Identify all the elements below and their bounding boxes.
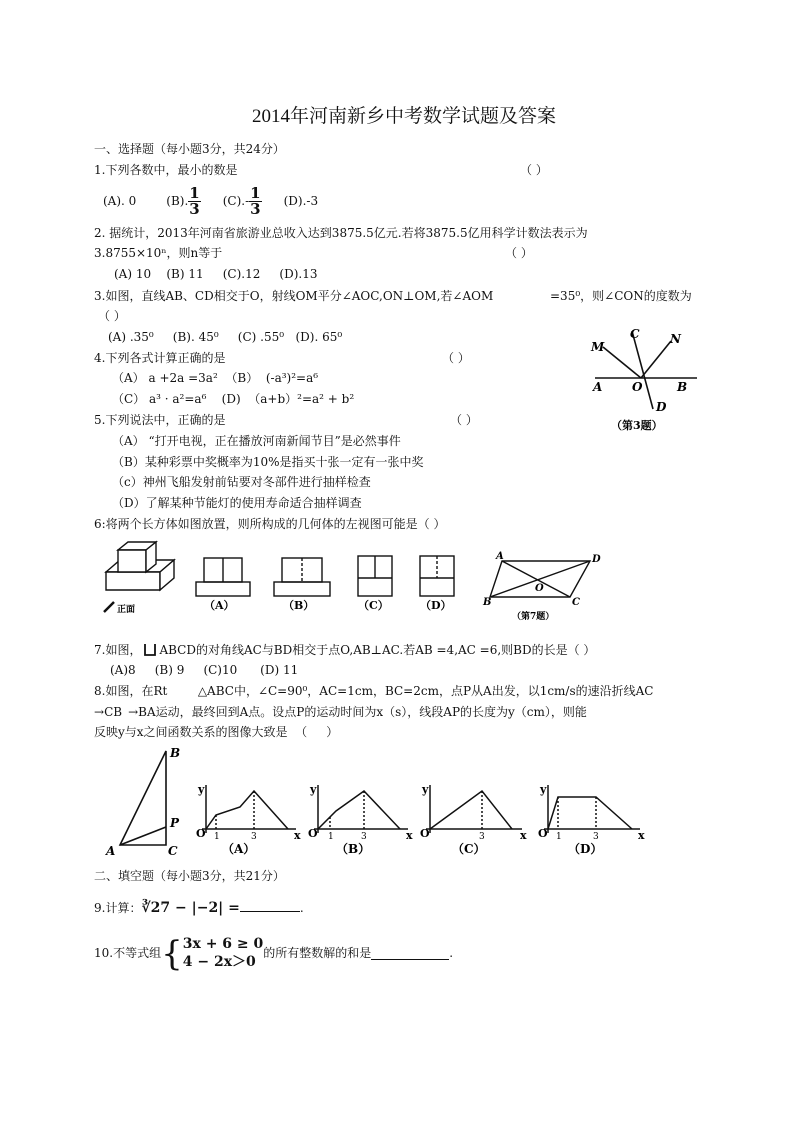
q1-answer-paren: （ ） xyxy=(520,163,548,177)
q9-prefix: 9.计算： xyxy=(94,901,142,915)
gd-axis-y: y xyxy=(540,783,547,796)
gc-label: （C） xyxy=(452,842,486,856)
gb-axis-x: x xyxy=(406,829,413,842)
q8-point-b: B xyxy=(170,746,181,760)
q3-line1-b: =35⁰，则∠CON的度数为 xyxy=(550,289,692,303)
ga-origin: O xyxy=(196,827,206,840)
gd-origin: O xyxy=(538,827,548,840)
q7-options: (A)8 (B) 9 (C)10 (D) 11 xyxy=(110,663,299,677)
gb-tick-1: 1 xyxy=(328,832,334,842)
section-choice-heading: 一、选择题（每小题3分，共24分） xyxy=(94,142,285,156)
q6-view-d xyxy=(420,556,454,596)
q10-inequality-1: 3x + 6 ≥ 0 xyxy=(182,936,264,952)
q8-line3: 反映y与x之间函数关系的图像大致是 （ ） xyxy=(94,725,339,739)
q1-options xyxy=(103,186,318,217)
q6-front-label: 正面 xyxy=(117,605,136,615)
q6-view-c xyxy=(358,556,392,596)
point-b: B xyxy=(677,380,688,394)
q10-prefix: 10.不等式组 xyxy=(94,946,162,961)
point-m: M xyxy=(591,340,605,354)
gc-axis-y: y xyxy=(422,783,429,796)
q2-answer-paren: （ ） xyxy=(505,246,533,260)
q8-line1: 8.如图，在Rt △ABC中，∠C=90⁰，AC=1cm，BC=2cm，点P从A出发，以1cm/s的速沿折线AC xyxy=(94,684,654,698)
point-c: C xyxy=(630,327,640,341)
q2-options: (A) 10 (B) 11 (C).12 (D).13 xyxy=(114,267,318,281)
gd-label: （D） xyxy=(568,842,603,856)
q6-label-a: （A） xyxy=(204,599,235,612)
gc-axis-x: x xyxy=(520,829,527,842)
f7-point-d: D xyxy=(592,554,601,565)
point-o: O xyxy=(632,380,643,394)
q6-label-c: （C） xyxy=(358,599,389,612)
q3-line1-a: 3.如图，直线AB、CD相交于O，射线OM平分∠AOC,ON⊥OM,若∠AOM xyxy=(94,289,494,303)
q7-stem xyxy=(94,643,595,657)
q7-stem-prefix: 7.如图， xyxy=(94,643,142,657)
q1-option-b: (B). xyxy=(166,194,189,209)
gb-axis-y: y xyxy=(310,783,317,796)
gb-label: （B） xyxy=(336,842,371,856)
q9-suffix: . xyxy=(299,901,304,915)
f7-point-o: O xyxy=(535,583,544,594)
q2-line2: 3.8755×10ⁿ，则n等于 xyxy=(94,246,223,260)
q5-option-a: （A） “打开电视，正在播放河南新闻节目”是必然事件 xyxy=(112,434,401,448)
gc-tick-3: 3 xyxy=(479,832,485,842)
arrow-right-icon: → xyxy=(128,705,139,719)
f7-point-b: B xyxy=(483,597,492,608)
q10 xyxy=(94,933,454,974)
ray-on xyxy=(641,341,671,378)
q9 xyxy=(94,899,304,917)
section-fill-heading: 二、填空题（每小题3分，共21分） xyxy=(94,869,285,883)
q5-stem: 5.下列说法中，正确的是 xyxy=(94,413,226,427)
gd-axis-x: x xyxy=(638,829,645,842)
q8-line2-rest: BA运动，最终回到A点。设点P的运动时间为x（s），线段AP的长度为y（cm），则能 xyxy=(138,705,587,719)
line-cd xyxy=(632,331,653,409)
q8-point-p: P xyxy=(170,816,180,830)
q1-option-c: (C).- xyxy=(222,194,250,209)
q9-expression: ∛27 − |−2| = xyxy=(141,900,240,916)
q4-options-2: （C） a³ · a²=a⁶ (D) （a+b）²=a² + b² xyxy=(112,392,355,406)
q8-graph-a xyxy=(202,785,296,833)
parallelogram-symbol-icon xyxy=(143,643,157,657)
left-brace-icon: { xyxy=(161,933,183,974)
q8-line2 xyxy=(94,705,587,719)
front-arrow xyxy=(104,602,114,612)
q10-inequality-2: 4 − 2x＞0 xyxy=(182,953,256,970)
gd-tick-1: 1 xyxy=(556,832,562,842)
q8-graph-d xyxy=(544,785,640,833)
gc-origin: O xyxy=(420,827,430,840)
q6-view-b xyxy=(274,558,330,596)
point-d: D xyxy=(656,400,667,414)
ga-label: （A） xyxy=(222,842,256,856)
q8-graph-c xyxy=(426,785,522,833)
q8-point-a: A xyxy=(106,844,116,858)
q10-suffix: 的所有整数解的和是 xyxy=(263,946,372,961)
figure-3-caption: （第3题） xyxy=(611,419,663,432)
q3-line2: （ ） xyxy=(98,309,126,323)
gb-tick-3: 3 xyxy=(361,832,367,842)
arrow-right-icon: → xyxy=(94,705,105,719)
gb-origin: O xyxy=(308,827,318,840)
q6-view-a xyxy=(196,558,250,596)
q7-stem-body: ABCD的对角线AC与BD相交于点O,AB⊥AC.若AB =4,AC =6,则BD的长是（ ） xyxy=(159,643,596,657)
ga-axis-x: x xyxy=(294,829,301,842)
point-a: A xyxy=(593,380,603,394)
q6-solid xyxy=(106,542,174,590)
q5-answer-paren: （ ） xyxy=(450,413,478,427)
q5-option-d: （D）了解某种节能灯的使用寿命适合抽样调查 xyxy=(112,496,362,510)
q9-answer-blank[interactable] xyxy=(240,899,300,912)
q6-stem: 6:将两个长方体如图放置，则所构成的几何体的左视图可能是（ ） xyxy=(94,517,446,531)
ray-om xyxy=(603,347,641,378)
q4-answer-paren: （ ） xyxy=(442,351,470,365)
point-n: N xyxy=(670,332,681,346)
q10-end: . xyxy=(449,946,454,961)
q1-stem: 1.下列各数中，最小的数是 xyxy=(94,163,238,177)
q1-option-a: (A). 0 xyxy=(103,194,137,209)
q1-fraction-b: $\frac{1}{3}$ xyxy=(189,184,200,218)
ga-tick-3: 3 xyxy=(251,832,257,842)
ga-tick-1: 1 xyxy=(214,832,220,842)
q1-option-d: (D).-3 xyxy=(283,194,319,209)
figure-7-diagram xyxy=(482,545,610,625)
q8-triangle xyxy=(120,751,166,845)
q2-line1: 2. 据统计，2013年河南省旅游业总收入达到3875.5亿元.若将3875.5亿用科学计数法表示为 xyxy=(94,226,588,240)
q10-system xyxy=(183,936,264,971)
q8-figures xyxy=(100,745,660,865)
gd-tick-3: 3 xyxy=(593,832,599,842)
figure-7-caption: （第7题） xyxy=(512,612,555,622)
q3-options: (A) .35⁰ (B). 45⁰ (C) .55⁰ (D). 65⁰ xyxy=(108,330,343,344)
page-title: 2014年河南新乡中考数学试题及答案 xyxy=(252,106,557,127)
f7-point-c: C xyxy=(572,597,580,608)
q8-line2-cb: CB xyxy=(104,705,123,719)
q6-figures xyxy=(98,540,478,618)
q8-point-c: C xyxy=(168,844,178,858)
q5-option-b: （B）某种彩票中奖概率为10%是指买十张一定有一张中奖 xyxy=(112,455,424,469)
q6-label-d: （D） xyxy=(420,599,452,612)
q5-option-c: （c）神州飞船发射前钻要对冬部件进行抽样检查 xyxy=(112,475,371,489)
figure-3-diagram xyxy=(585,325,705,435)
q4-options-1: （A） a +2a =3a² （B） (-a³)²=a⁶ xyxy=(112,371,319,385)
ga-axis-y: y xyxy=(198,783,205,796)
q1-fraction-c: $\frac{1}{3}$ xyxy=(250,184,261,218)
q10-answer-blank[interactable] xyxy=(371,947,449,960)
q8-graph-b xyxy=(314,785,408,833)
f7-point-a: A xyxy=(496,551,504,562)
q6-label-b: （B） xyxy=(283,599,315,612)
q4-stem: 4.下列各式计算正确的是 xyxy=(94,351,226,365)
